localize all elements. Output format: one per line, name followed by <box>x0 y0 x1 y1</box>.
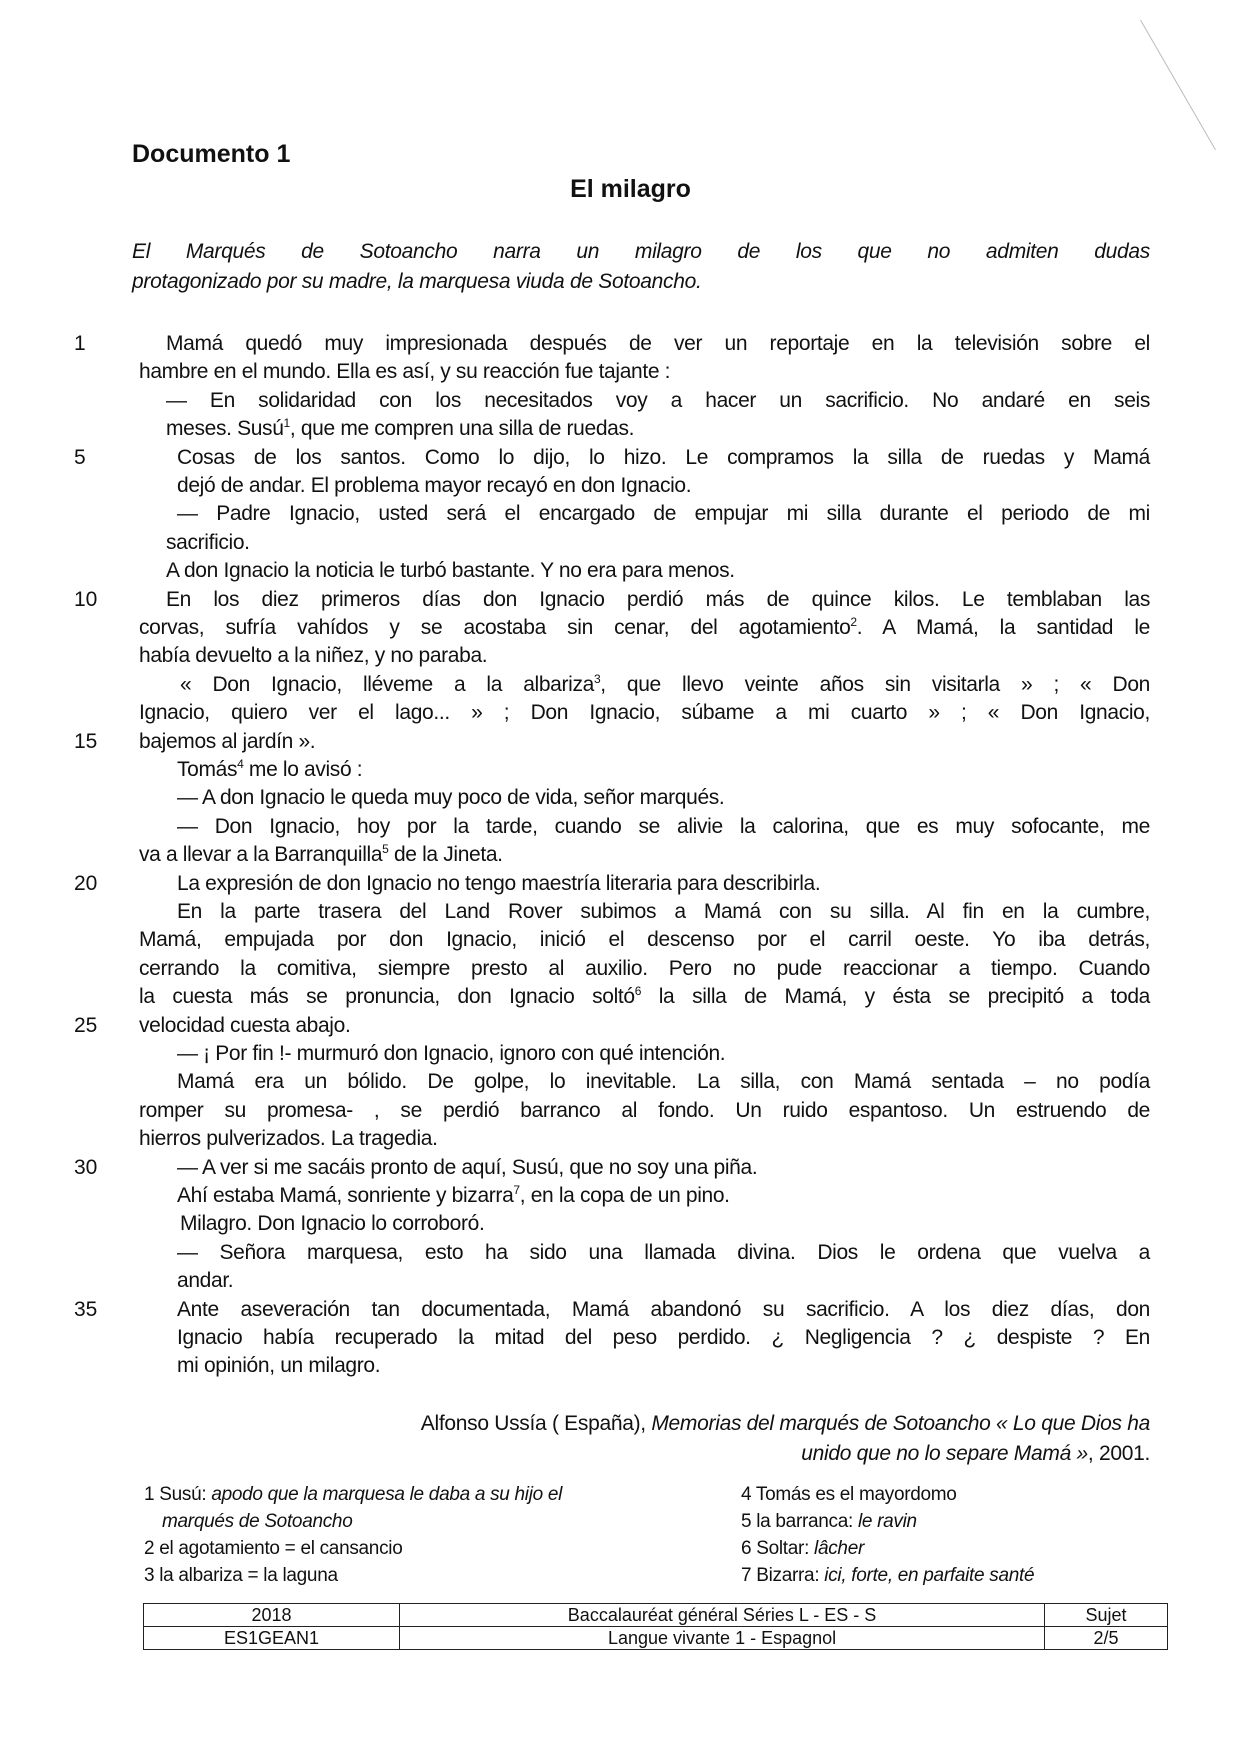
exam-code: ES1GEAN1 <box>144 1627 400 1650</box>
text-line: — A don Ignacio le queda muy poco de vida, señor marqués. <box>177 786 725 810</box>
line-number: 35 <box>74 1297 98 1321</box>
footnote-3: 3 la albariza = la laguna <box>144 1565 338 1586</box>
citation-year: , 2001. <box>1087 1442 1150 1465</box>
text-line: Tomás$^4$ me lo avisó : <box>177 757 363 781</box>
text-line: — ¡ Por fin !- murmuró don Ignacio, ignoro con qué intención. <box>177 1042 726 1065</box>
line-number: 5 <box>74 445 86 469</box>
line-number: 10 <box>74 587 98 611</box>
footnote-1-cont: marqués de Sotoancho <box>162 1511 353 1532</box>
text-line: dejó de andar. El problema mayor recayó en don Ignacio. <box>177 474 692 497</box>
line-number: 15 <box>74 729 98 753</box>
text-line: Ignacio había recuperado la mitad del peso perdido. ¿ Negligencia ? ¿ despiste ? En <box>177 1326 1150 1349</box>
text-line: Mamá, empujada por don Ignacio, inició el descenso por el carril oeste. Yo iba detrás, <box>139 928 1150 952</box>
text-line: va a llevar a la Barranquilla$^5$ de la Jineta. <box>139 842 503 867</box>
footnote-5: 5 la barranca: le ravin <box>741 1511 917 1532</box>
text-line: velocidad cuesta abajo. <box>139 1013 351 1037</box>
intro-line: protagonizado por su madre, la marquesa viuda de Sotoancho. <box>132 270 702 293</box>
text-line: sacrificio. <box>166 530 250 554</box>
exam-title: Baccalauréat général Séries L - ES - S <box>400 1604 1045 1627</box>
citation-work: unido que no lo separe Mamá » <box>801 1442 1088 1465</box>
text-line: hambre en el mundo. Ella es así, y su reacción fue tajante : <box>139 360 671 384</box>
text-line: — Don Ignacio, hoy por la tarde, cuando se alivie la calorina, que es muy sofocante, me <box>177 814 1150 838</box>
text-line: En la parte trasera del Land Rover subimos a Mamá con su silla. Al fin en la cumbre, <box>177 900 1150 923</box>
text-line: La expresión de don Ignacio no tengo maestría literaria para describirla. <box>177 871 821 895</box>
footnote-4: 4 Tomás es el mayordomo <box>741 1484 957 1505</box>
footnote-2: 2 el agotamiento = el cansancio <box>144 1538 403 1559</box>
text-line: Mamá quedó muy impresionada después de ver un reportaje en la televisión sobre el <box>166 332 1150 355</box>
text-line: Ahí estaba Mamá, sonriente y bizarra$^7$, en la copa de un pino. <box>177 1183 730 1207</box>
text-line: Ignacio, quiero ver el lago... » ; Don Ignacio, súbame a mi cuarto » ; « Don Ignacio, <box>139 701 1150 725</box>
footer-table <box>143 1603 1168 1650</box>
footnote-ref: 1 <box>283 416 290 431</box>
footnote-1: 1 Susú: apodo que la marquesa le daba a su hijo el <box>144 1484 563 1505</box>
text-line: corvas, sufría vahídos y se acostaba sin cenar, del agotamiento$^2$. A Mamá, la santidad le <box>139 615 1150 639</box>
footnote-ref: 7 <box>513 1183 520 1197</box>
footnote-ref: 4 <box>237 757 244 771</box>
line-number: 1 <box>74 332 86 355</box>
footnote-6: 6 Soltar: lâcher <box>741 1538 864 1559</box>
citation-line <box>421 1412 1150 1436</box>
line-number: 30 <box>74 1155 98 1179</box>
scan-artifact <box>1140 20 1216 150</box>
text-line: bajemos al jardín ». <box>139 729 316 753</box>
text-line: Ante aseveración tan documentada, Mamá abandonó su sacrificio. A los diez días, don <box>177 1297 1150 1321</box>
footnote-ref: 3 <box>593 671 601 686</box>
text-line: — En solidaridad con los necesitados voy a hacer un sacrificio. No andaré en seis <box>166 388 1150 412</box>
text-line: — A ver si me sacáis pronto de aquí, Susú, que no soy una piña. <box>177 1155 758 1179</box>
text-line: Milagro. Don Ignacio lo corroboró. <box>180 1212 485 1236</box>
page-number: 2/5 <box>1045 1627 1168 1650</box>
exam-subject: Langue vivante 1 - Espagnol <box>400 1627 1045 1650</box>
citation-work: Memorias del marqués de Sotoancho « Lo que Dios ha <box>651 1412 1150 1435</box>
line-number: 25 <box>74 1013 98 1037</box>
sujet-label: Sujet <box>1045 1604 1168 1627</box>
footnote-ref: 2 <box>850 615 857 629</box>
page-title: El milagro <box>570 175 691 203</box>
footnote-ref: 6 <box>634 984 642 999</box>
text-line: « Don Ignacio, lléveme a la albariza$^3$, que llevo veinte años sin visitarla » ; « Don <box>180 671 1150 696</box>
text-line: la cuesta más se pronuncia, don Ignacio soltó$^6$ la silla de Mamá, y ésta se precipitó a toda <box>139 984 1150 1009</box>
text-line: romper su promesa- , se perdió barranco al fondo. Un ruido espantoso. Un estruendo de <box>139 1098 1150 1122</box>
footnote-ref: 5 <box>382 842 389 857</box>
intro-line: El Marqués de Sotoancho narra un milagro de los que no admiten dudas <box>132 240 1150 263</box>
text-line: En los diez primeros días don Ignacio perdió más de quince kilos. Le temblaban las <box>166 587 1150 611</box>
text-line: Mamá era un bólido. De golpe, lo inevitable. La silla, con Mamá sentada – no podía <box>177 1070 1150 1094</box>
text-line: — Padre Ignacio, usted será el encargado de empujar mi silla durante el periodo de mi <box>177 502 1150 526</box>
text-line: andar. <box>177 1269 234 1293</box>
text-line: A don Ignacio la noticia le turbó bastante. Y no era para menos. <box>166 559 735 583</box>
line-number: 20 <box>74 871 98 895</box>
text-line: había devuelto a la niñez, y no paraba. <box>139 644 488 668</box>
exam-year: 2018 <box>144 1604 400 1627</box>
text-line: hierros pulverizados. La tragedia. <box>139 1127 438 1151</box>
text-line: cerrando la comitiva, siempre presto al auxilio. Pero no pude reaccionar a tiempo. Cuando <box>139 956 1150 980</box>
citation-line <box>801 1442 1150 1466</box>
footnote-7: 7 Bizarra: ici, forte, en parfaite santé <box>741 1565 1035 1586</box>
text-line: mi opinión, un milagro. <box>177 1354 381 1378</box>
text-line: — Señora marquesa, esto ha sido una llamada divina. Dios le ordena que vuelva a <box>177 1240 1150 1264</box>
citation-author: Alfonso Ussía ( España), <box>420 1412 652 1435</box>
text-line: meses. Susú$^1$, que me compren una silla de ruedas. <box>166 416 635 441</box>
document-label: Documento 1 <box>132 140 291 168</box>
text-line: Cosas de los santos. Como lo dijo, lo hizo. Le compramos la silla de ruedas y Mamá <box>177 445 1150 469</box>
